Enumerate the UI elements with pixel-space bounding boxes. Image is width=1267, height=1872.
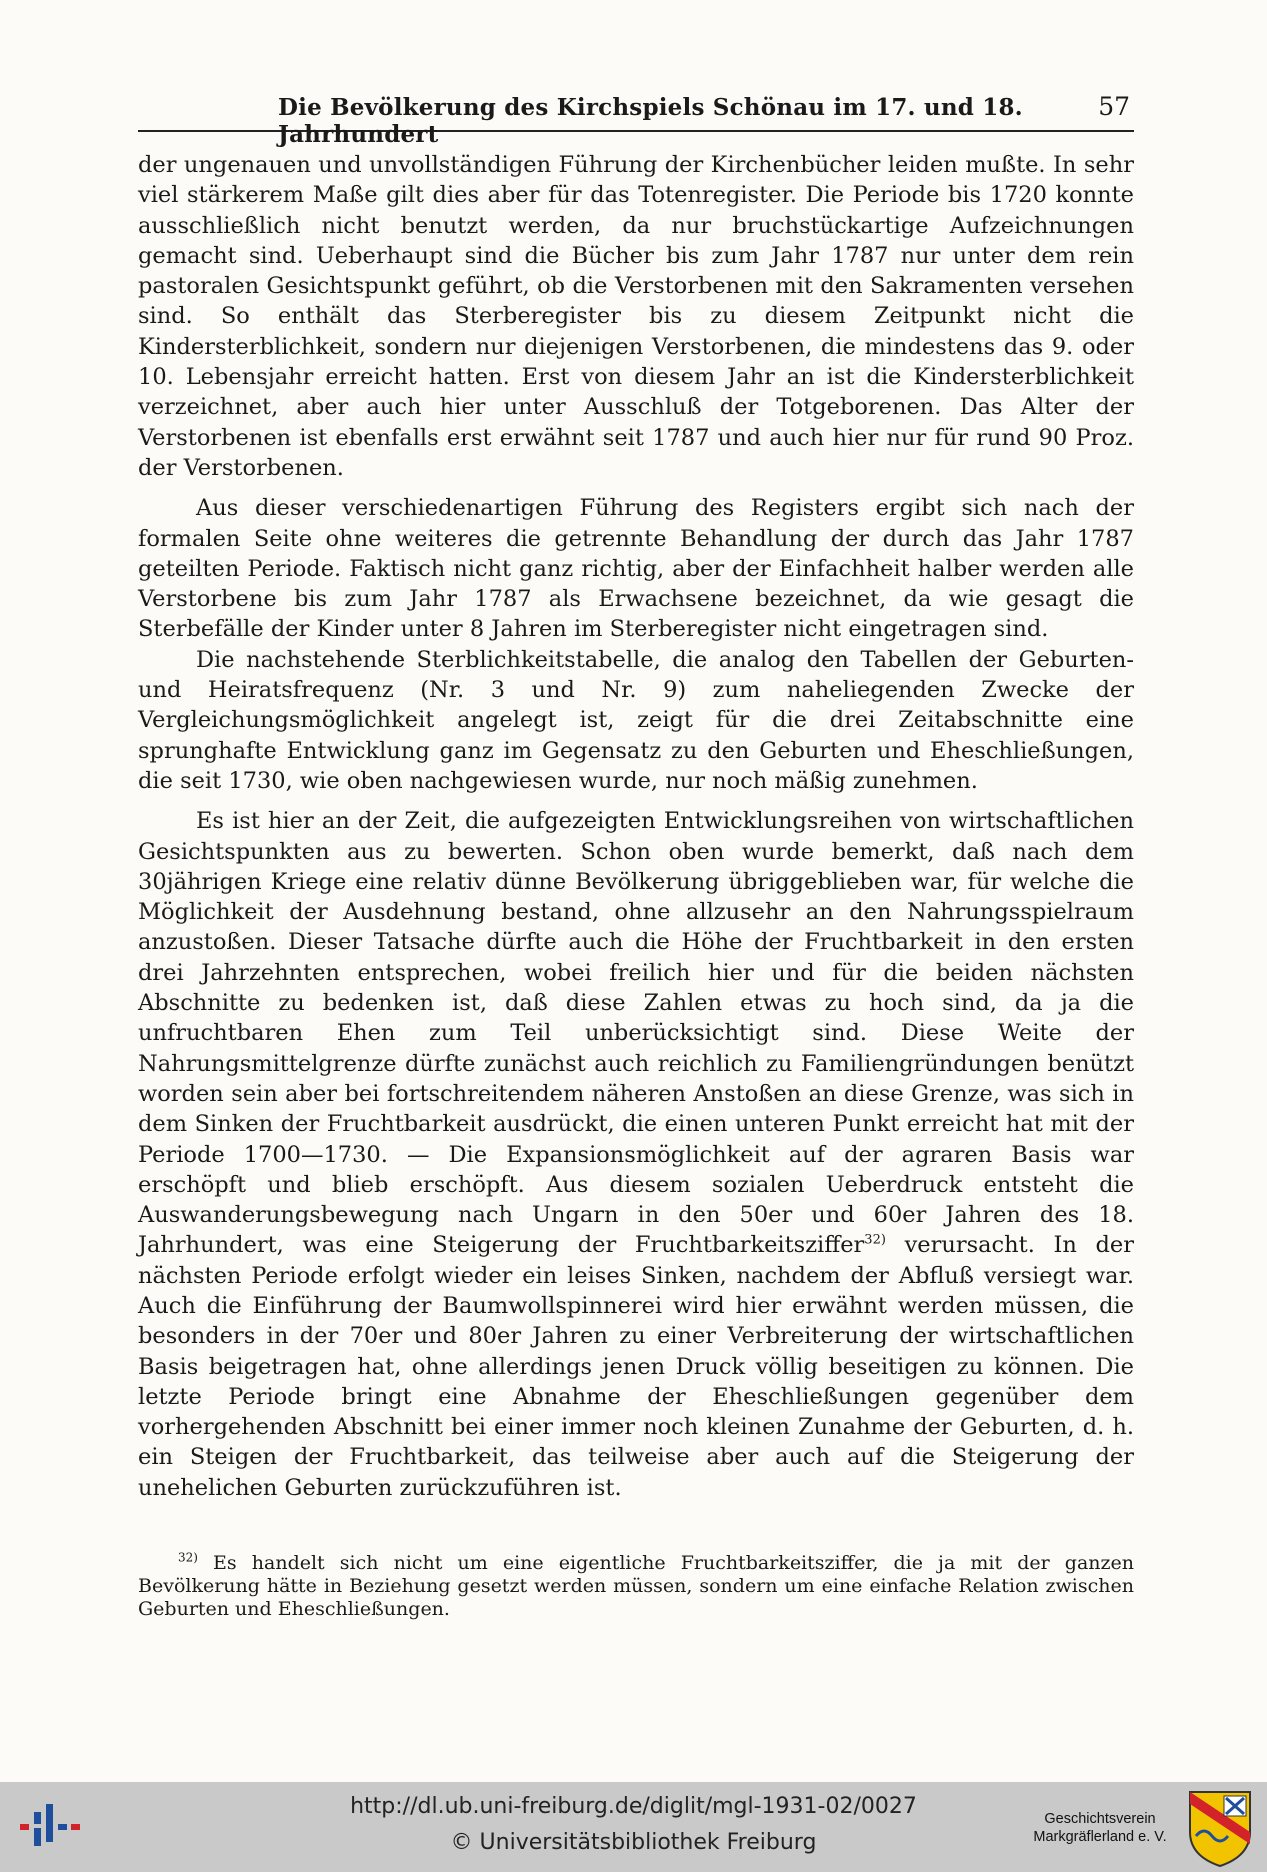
paragraph-4 — [138, 806, 1134, 1503]
footer-copyright: © Universitätsbibliothek Freiburg — [450, 1830, 817, 1855]
footnote-text: Es handelt sich nicht um eine eigentliche Fruchtbarkeitsziffer, die ja mit der ganzen Bevölkerung hätte in Beziehung gesetzt werden müssen, sondern um eine einfache Relation zwischen Geburten und Eheschließungen. — [138, 1552, 1134, 1620]
running-header — [138, 90, 1134, 148]
page-number: 57 — [1098, 92, 1130, 121]
society-name — [1020, 1810, 1180, 1846]
footer-url-link[interactable]: http://dl.ub.uni-freiburg.de/diglit/mgl-1931-02/0027 — [350, 1794, 917, 1819]
society-line-2: Markgräflerland e. V. — [1033, 1829, 1167, 1845]
body-text — [138, 150, 1134, 1503]
header-title: Die Bevölkerung des Kirchspiels Schönau im 17. und 18. Jahrhundert — [278, 94, 1023, 148]
paragraph-3: Die nachstehende Sterblichkeitstabelle, die analog den Tabellen der Geburten- und Heiratsfrequenz (Nr. 3 und Nr. 9) zum naheliegenden Zwecke der Vergleichungsmöglichkeit angelegt ist, zeigt für die drei Zeitabschnitte eine sprunghafte Entwicklung ganz im Gegensatz zu den Geburten und Eheschließungen, die seit 1730, wie oben nachgewiesen wurde, nur noch mäßig zunehmen. — [138, 646, 1134, 794]
footnote-number: 32) — [178, 1550, 198, 1565]
footnote-reference[interactable]: 32) — [864, 1232, 886, 1248]
coat-of-arms-icon[interactable] — [1186, 1788, 1254, 1868]
paragraph-1: der ungenauen und unvollständigen Führung der Kirchenbücher leiden mußte. In sehr viel stärkerem Maße gilt dies aber für das Totenregister. Die Periode bis 1720 konnte ausschließlich nicht benutzt werden, da nur bruchstückartige Aufzeichnungen gemacht sind. Ueberhaupt sind die Bücher bis zum Jahr 1787 nur unter dem rein pastoralen Gesichtspunkt geführt, ob die Verstorbenen mit den Sakramenten versehen sind. So enthält das Sterberegister bis zu diesem Zeitpunkt nicht die Kindersterblichkeit, sondern nur diejenigen Verstorbenen, die mindestens das 9. oder 10. Lebensjahr erreicht hatten. Erst von diesem Jahr an ist die Kindersterblichkeit verzeichnet, aber auch hier unter Ausschluß der Totgeborenen. Das Alter der Verstorbenen ist ebenfalls erst erwähnt seit 1787 und auch hier nur für rund 90 Proz. der Verstorbenen. — [138, 152, 1134, 481]
footnote — [138, 1552, 1134, 1621]
footer-bar — [0, 1782, 1267, 1872]
paragraph-4-text: Es ist hier an der Zeit, die aufgezeigten Entwicklungsreihen von wirtschaftlichen Gesichtspunkten aus zu bewerten. Schon oben wurde bemerkt, daß nach dem 30jährigen Kriege eine relativ dünne Bevölkerung übriggeblieben war, für welche die Möglichkeit der Ausdehnung bestand, ohne allzusehr an den Nahrungsspielraum anzustoßen. Dieser Tatsache dürfte auch die Höhe der Fruchtbarkeit in den ersten drei Jahrzehnten entsprechen, wobei freilich hier und für die beiden nächsten Abschnitte zu bedenken ist, daß diese Zahlen etwas zu hoch sind, da ja die unfruchtbaren Ehen zum Teil unberücksichtigt sind. Diese Weite der Nahrungsmittelgrenze dürfte zunächst auch reichlich zu Familiengründungen benützt worden sein aber bei fortschreitendem näheren Anstoßen an diese Grenze, was sich in dem Sinken der Fruchtbarkeit ausdrückt, die einen unteren Punkt erreicht hat mit der Periode 1700—1730. — Die Expansionsmöglichkeit auf der agraren Basis war erschöpft und blieb erschöpft. Aus diesem sozialen Ueberdruck entsteht die Auswanderungsbewegung nach Ungarn in den 50er und 60er Jahren des 18. Jahrhundert, was eine Steigerung der Fruchtbarkeitsziffer — [138, 808, 1134, 1259]
society-line-1: Geschichtsverein — [1044, 1811, 1156, 1827]
paragraph-2: Aus dieser verschiedenartigen Führung des Registers ergibt sich nach der formalen Seite ohne weiteres die getrennte Behandlung der durch das Jahr 1787 geteilten Periode. Faktisch nicht ganz richtig, aber der Einfachheit halber werden alle Verstorbene bis zum Jahr 1787 als Erwachsene bezeichnet, da wie gesagt die Sterbefälle der Kinder unter 8 Jahren im Sterberegister nicht eingetragen sind. — [138, 495, 1134, 643]
paragraph-4-continued: verursacht. In der nächsten Periode erfolgt wieder ein leises Sinken, nachdem der Abfluß versiegt war. Auch die Einführung der Baumwollspinnerei wird hier erwähnt werden müssen, die besonders in der 70er und 80er Jahren zu einer Verbreiterung der wirtschaftlichen Basis beigetragen hat, ohne allerdings jenen Druck völlig beseitigen zu können. Die letzte Periode bringt eine Abnahme der Eheschließungen gegenüber dem vorhergehenden Abschnitt bei einer immer noch kleinen Zunahme der Geburten, d. h. ein Steigen der Fruchtbarkeit, das teilweise aber auch auf die Steigerung der unehelichen Geburten zurückzuführen ist. — [138, 1232, 1134, 1501]
